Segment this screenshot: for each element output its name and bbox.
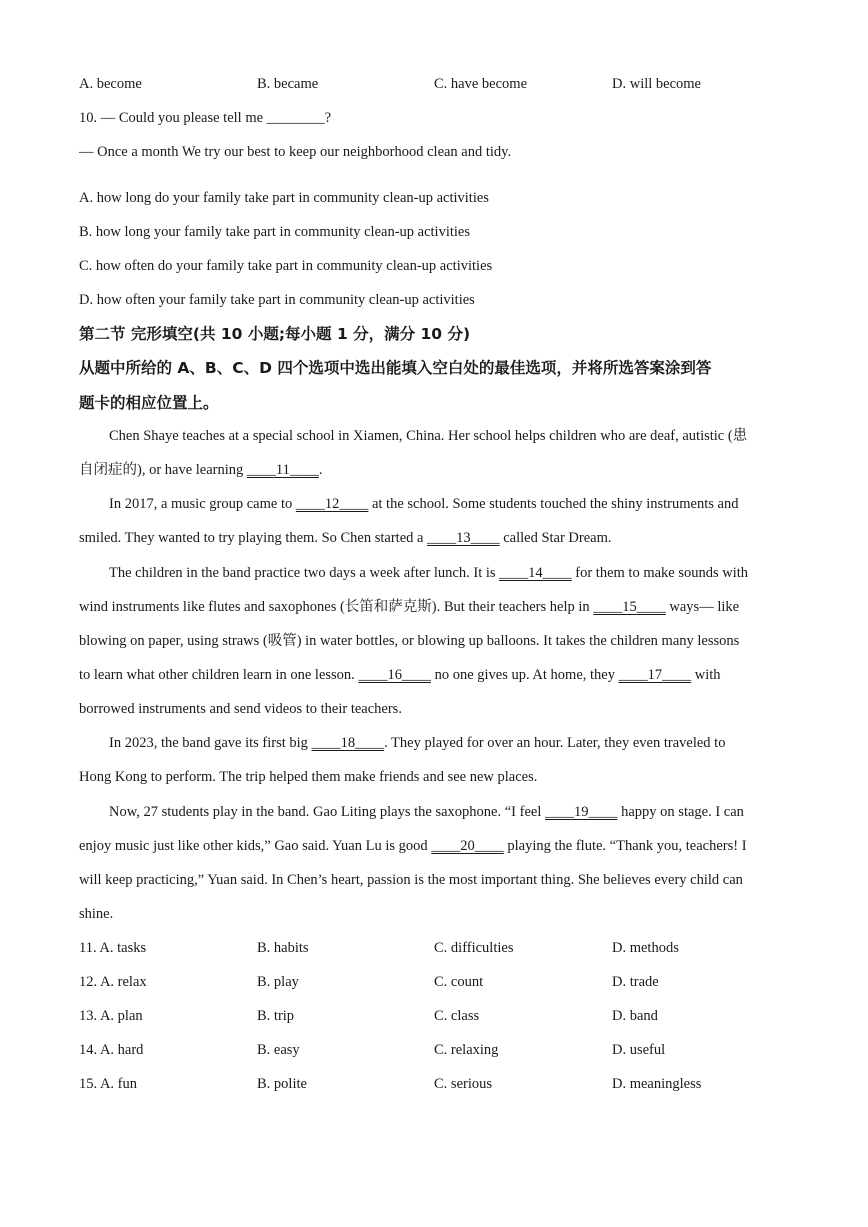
q10-question: 10. — Could you please tell me ________?	[79, 110, 332, 126]
q15-option-b: B. polite	[257, 1076, 307, 1092]
q12-option-d: D. trade	[612, 974, 659, 990]
q10-option-d: D. how often your family take part in community clean-up activities	[79, 292, 475, 308]
blank-12: ____12____	[295, 496, 369, 512]
q14-option-a: 14. A. hard	[79, 1042, 144, 1058]
q13-option-d: D. band	[612, 1008, 658, 1024]
q11-option-d: D. methods	[612, 940, 679, 956]
passage-p5-line2: enjoy music just like other kids,” Gao said. Yuan Lu is good ____20____ playing the flute. “Thank you, teachers! I	[79, 838, 747, 854]
blank-16: ____16____	[358, 667, 431, 683]
q9-option-c: C. have become	[434, 76, 528, 92]
blank-13: ____13____	[427, 530, 500, 546]
passage-p3-line5: borrowed instruments and send videos to their teachers.	[79, 701, 402, 717]
passage-p2-line1: In 2017, a music group came to ____12____ at the school. Some students touched the shiny instruments and	[109, 496, 739, 512]
passage-p4-line2: Hong Kong to perform. The trip helped them make friends and see new places.	[79, 769, 538, 785]
q9-option-b: B. became	[257, 76, 319, 92]
passage-p4-line1: In 2023, the band gave its first big ____18____. They played for over an hour. Later, they even traveled to	[109, 735, 726, 751]
blank-14: ____14____	[499, 565, 572, 581]
section-instruction-1: 从题中所给的 A、B、C、D 四个选项中选出能填入空白处的最佳选项，并将所选答案涂到答	[79, 359, 712, 377]
q10-option-a: A. how long do your family take part in community clean-up activities	[79, 190, 489, 206]
q12-option-c: C. count	[434, 974, 484, 990]
passage-p5-line4: shine.	[79, 906, 114, 922]
q12-option-b: B. play	[257, 974, 299, 990]
passage-p3-line2: wind instruments like flutes and saxophones (长笛和萨克斯). But their teachers help in ____15____ ways— like	[79, 599, 740, 615]
q10-option-c: C. how often do your family take part in community clean-up activities	[79, 258, 493, 274]
q13-option-b: B. trip	[257, 1008, 295, 1024]
section-instruction-2: 题卡的相应位置上。	[79, 394, 219, 412]
q11-option-c: C. difficulties	[434, 940, 514, 956]
q14-option-b: B. easy	[257, 1042, 300, 1058]
passage-p1-line2: 自闭症的), or have learning ____11____.	[79, 462, 323, 478]
passage-p3-line1: The children in the band practice two days a week after lunch. It is ____14____ for them to make sounds with	[109, 565, 749, 581]
passage-p3-line3: blowing on paper, using straws (吸管) in water bottles, or blowing up balloons. It takes the children many lessons	[79, 633, 740, 649]
passage-p5-line1: Now, 27 students play in the band. Gao Liting plays the saxophone. “I feel ____19____ happy on stage. I can	[109, 804, 744, 820]
blank-20: ____20____	[431, 838, 504, 854]
q15-option-a: 15. A. fun	[79, 1076, 137, 1092]
q13-option-a: 13. A. plan	[79, 1008, 143, 1024]
passage-p2-line2: smiled. They wanted to try playing them. So Chen started a ____13____ called Star Dream.	[79, 530, 612, 546]
q15-option-d: D. meaningless	[612, 1076, 702, 1092]
blank-19: ____19____	[544, 804, 618, 820]
blank-11: ____11____	[246, 462, 319, 478]
q9-option-a: A. become	[79, 76, 142, 92]
q14-option-c: C. relaxing	[434, 1042, 499, 1058]
blank-15: ____15____	[593, 599, 666, 615]
q10-answer: — Once a month We try our best to keep our neighborhood clean and tidy.	[79, 144, 512, 160]
q11-option-b: B. habits	[257, 940, 309, 956]
section-title: 第二节 完形填空(共 10 小题;每小题 1 分，满分 10 分)	[79, 325, 471, 343]
q12-option-a: 12. A. relax	[79, 974, 147, 990]
q13-option-c: C. class	[434, 1008, 480, 1024]
passage-p5-line3: will keep practicing,” Yuan said. In Chen’s heart, passion is the most important thing. She believes every child can	[79, 872, 743, 888]
q11-option-a: 11. A. tasks	[79, 940, 147, 956]
passage-p1-line1: Chen Shaye teaches at a special school in Xiamen, China. Her school helps children who are deaf, autistic (患	[109, 428, 748, 444]
q10-option-b: B. how long your family take part in community clean-up activities	[79, 224, 471, 240]
q15-option-c: C. serious	[434, 1076, 492, 1092]
passage-p3-line4: to learn what other children learn in one lesson. ____16____ no one gives up. At home, they ____17____ with	[79, 667, 721, 683]
q9-option-d: D. will become	[612, 76, 701, 92]
blank-17: ____17____	[618, 667, 692, 683]
blank-18: ____18____	[311, 735, 385, 751]
q14-option-d: D. useful	[612, 1042, 666, 1058]
